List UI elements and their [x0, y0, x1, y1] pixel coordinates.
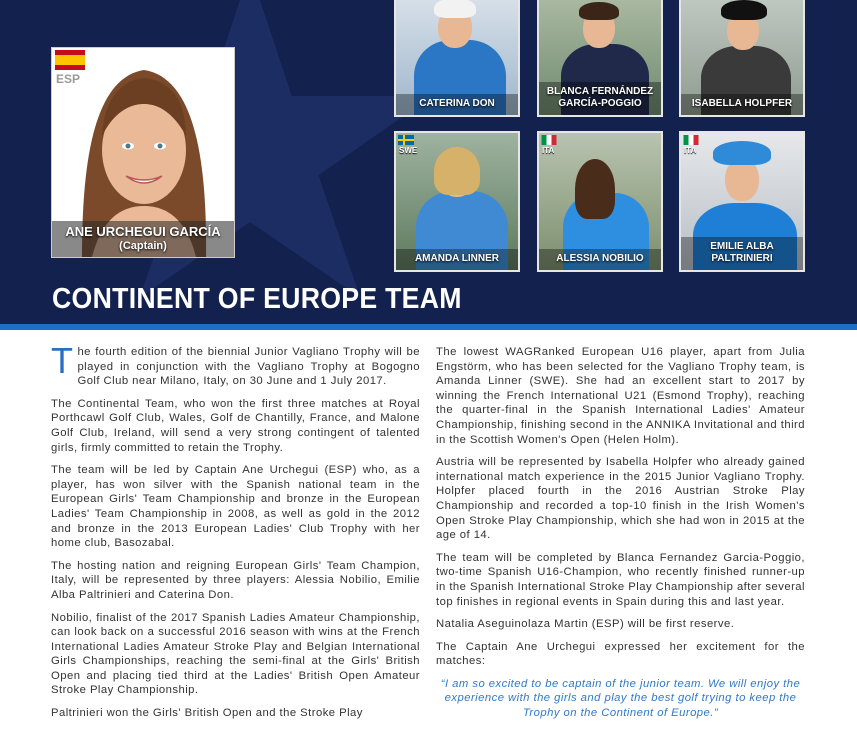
- paragraph: [51, 340, 420, 389]
- article-column-left: [51, 340, 420, 729]
- player-name: ALESSIA NOBILIO: [539, 249, 661, 270]
- captain-role: (Captain): [119, 240, 167, 252]
- player-name: BLANCA FERNÁNDEZ GARCÍA-POGGIO: [539, 82, 661, 115]
- paragraph: The lowest WAGRanked European U16 player, apart from Julia Engstörm, who has been selected for the Vagliano Trophy team, is Amanda Linner (SWE). She had an excellent start to 2017 by winning the French International U21 (Esmond Trophy), reaching the quarter-final in the Spanish International Ladies' Amateur Championship, finishing second in the ANNIKA Invitational and third in the Scottish Women's Open (Helen Holm).: [436, 346, 805, 446]
- paragraph: The Continental Team, who won the first three matches at Royal Porthcawl Golf Club, Wales, Golf de Chantilly, France, and Malone Golf Club, Ireland, will send a very strong contingent of talented girls, firmly committed to retain the Trophy.: [51, 397, 420, 454]
- paragraph: Austria will be represented by Isabella Holpfer who already gained international match experience in the 2015 Junior Vagliano Trophy. Holpfer placed fourth in the 2016 Austrian Stroke Play Championship and recorded a top-10 finish in the Irish Women's Open Stroke Play Championship, which she had won in 2015 at the age of 14.: [436, 456, 805, 542]
- accent-divider: [0, 324, 857, 330]
- paragraph: The team will be completed by Blanca Fernandez Garcia-Poggio, two-time Spanish U16-Champion, who recently finished runner-up in the Spanish International Stroke Play Championship after several top finishes in regional events in Spain during this and last year.: [436, 551, 805, 608]
- player-card: [537, 131, 663, 272]
- country-code: ITA: [684, 146, 697, 155]
- sweden-flag-icon: [398, 135, 414, 145]
- country-code: SWE: [399, 146, 418, 155]
- player-name: ISABELLA HOLPFER: [681, 94, 803, 115]
- player-card: [537, 0, 663, 117]
- player-name: EMILIE ALBA PALTRINIERI: [681, 237, 803, 270]
- italy-flag-icon: [683, 135, 699, 145]
- page-title: CONTINENT OF EUROPE TEAM: [52, 283, 462, 315]
- drop-cap: T: [51, 340, 74, 381]
- captain-quote: “I am so excited to be captain of the junior team. We will enjoy the experience with the girls and play the best golf trying to keep the Trophy on the Continent of Europe.”: [440, 677, 801, 720]
- paragraph-text: he fourth edition of the biennial Junior Vagliano Trophy will be played in conjunction with the Vagliano Trophy at Bogogno Golf Club near Milano, Italy, on 30 June and 1 July 2017.: [77, 346, 420, 388]
- captain-name-label: [52, 221, 234, 257]
- paragraph: The Captain Ane Urchegui expressed her excitement for the matches:: [436, 640, 805, 668]
- paragraph: Paltrinieri won the Girls' British Open and the Stroke Play: [51, 707, 363, 720]
- country-code: ITA: [542, 146, 555, 155]
- player-card: [394, 0, 520, 117]
- player-card: [679, 0, 805, 117]
- captain-country-code: ESP: [56, 72, 81, 86]
- article-column-right: [436, 345, 805, 729]
- player-card: [679, 131, 805, 272]
- header-banner: [0, 0, 857, 324]
- captain-card: [51, 47, 235, 258]
- player-card: [394, 131, 520, 272]
- paragraph: The hosting nation and reigning European Girls' Team Champion, Italy, will be represented by three players: Alessia Nobilio, Emilie Alba Paltrinieri and Caterina Don.: [51, 559, 420, 601]
- paragraph: Natalia Aseguinolaza Martin (ESP) will be first reserve.: [436, 618, 735, 631]
- player-name: AMANDA LINNER: [396, 249, 518, 270]
- player-name: CATERINA DON: [396, 94, 518, 115]
- captain-name: ANE URCHEGUI GARCÍA: [65, 224, 221, 239]
- italy-flag-icon: [541, 135, 557, 145]
- paragraph: The team will be led by Captain Ane Urchegui (ESP) who, as a player, has won silver with the Spanish national team in the European Girls' Team Championship and bronze in the European Ladies' Team Championship in 2008, as well as gold in the 2012 and bronze in the 2013 European Ladies' Club Trophy with her home club, Basozabal.: [51, 464, 420, 550]
- paragraph: Nobilio, finalist of the 2017 Spanish Ladies Amateur Championship, can look back on a successful 2016 season with wins at the French International Ladies Amateur Stroke Play and Belgian International Girls Championships, reaching the semi-final at the Girls' British Open and placing tied third at the Ladies' British Open Amateur Stroke Play Championship.: [51, 611, 420, 697]
